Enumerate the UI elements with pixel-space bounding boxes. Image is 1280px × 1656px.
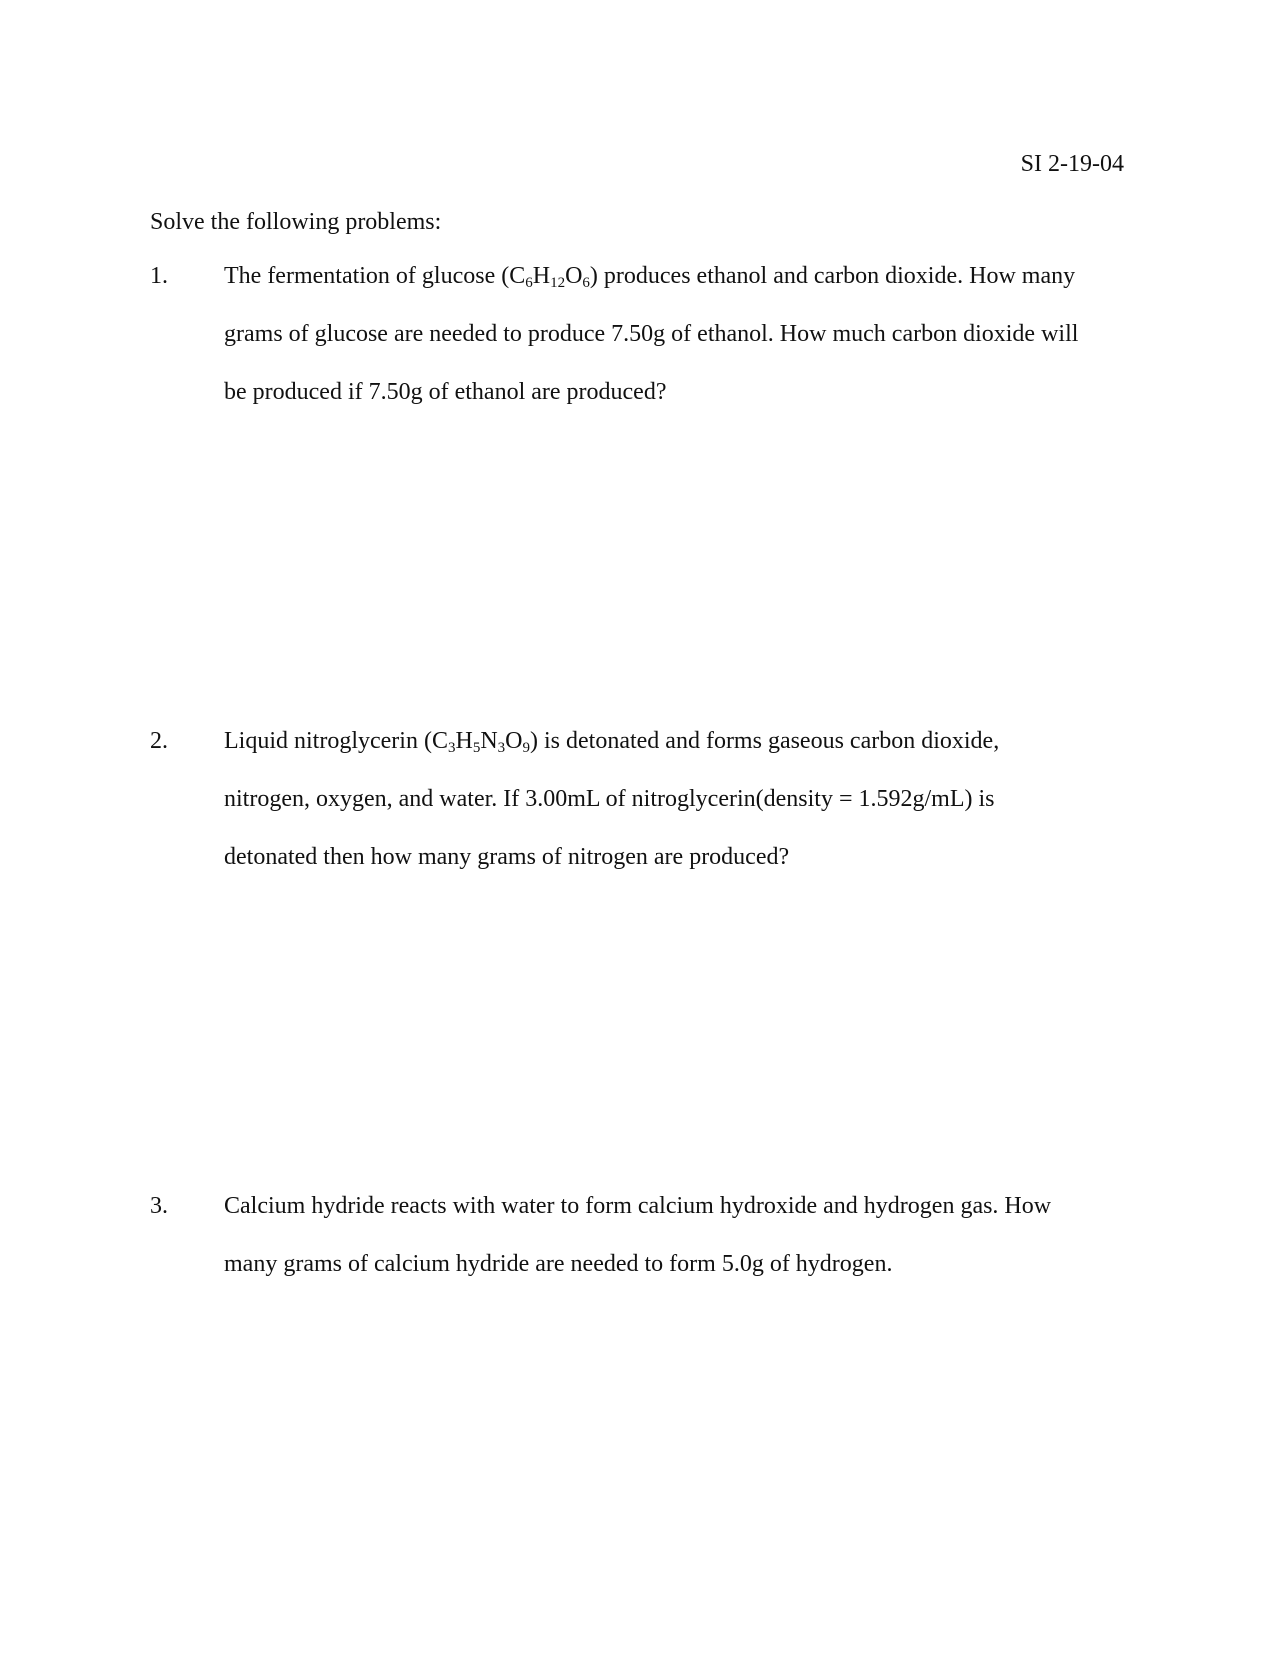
subscript: 3 — [497, 740, 506, 756]
subscript: 12 — [550, 275, 566, 291]
problem-number: 1. — [150, 263, 168, 289]
subscript: 9 — [522, 740, 530, 756]
element-symbol: N — [480, 728, 498, 754]
problem-line: grams of glucose are needed to produce 7.50g of ethanol. How much carbon dioxide will — [224, 321, 1079, 347]
problem-line: nitrogen, oxygen, and water. If 3.00mL of nitroglycerin(density = 1.592g/mL) is — [224, 786, 995, 812]
subscript: 6 — [582, 275, 590, 291]
problem-line: be produced if 7.50g of ethanol are produced? — [224, 379, 667, 405]
problem-number: 2. — [150, 728, 168, 754]
element-symbol: O — [505, 728, 523, 754]
problem-line: detonated then how many grams of nitrogen are produced? — [224, 844, 790, 870]
problem-line — [224, 727, 1124, 755]
problem-text — [224, 1192, 1124, 1278]
instructions-text: Solve the following problems: — [150, 209, 442, 235]
problem-line: Calcium hydride reacts with water to form calcium hydroxide and hydrogen gas. How — [224, 1193, 1052, 1219]
problem-line — [224, 262, 1124, 290]
problem-text — [224, 727, 1124, 871]
text-segment: Liquid nitroglycerin (C — [224, 728, 448, 754]
problem-line: many grams of calcium hydride are needed to form 5.0g of hydrogen. — [224, 1251, 893, 1277]
subscript: 6 — [525, 275, 533, 291]
element-symbol: O — [565, 263, 583, 289]
text-segment: ) is detonated and forms gaseous carbon dioxide, — [530, 728, 1000, 754]
element-symbol: H — [532, 263, 551, 289]
text-segment: ) produces ethanol and carbon dioxide. How many — [589, 263, 1076, 289]
problem-number: 3. — [150, 1193, 168, 1219]
subscript: 3 — [447, 740, 456, 756]
element-symbol: H — [455, 728, 473, 754]
header-date-code: SI 2-19-04 — [1020, 151, 1124, 177]
subscript: 5 — [472, 740, 481, 756]
text-segment: The fermentation of glucose (C — [224, 263, 526, 289]
problem-text — [224, 262, 1124, 406]
